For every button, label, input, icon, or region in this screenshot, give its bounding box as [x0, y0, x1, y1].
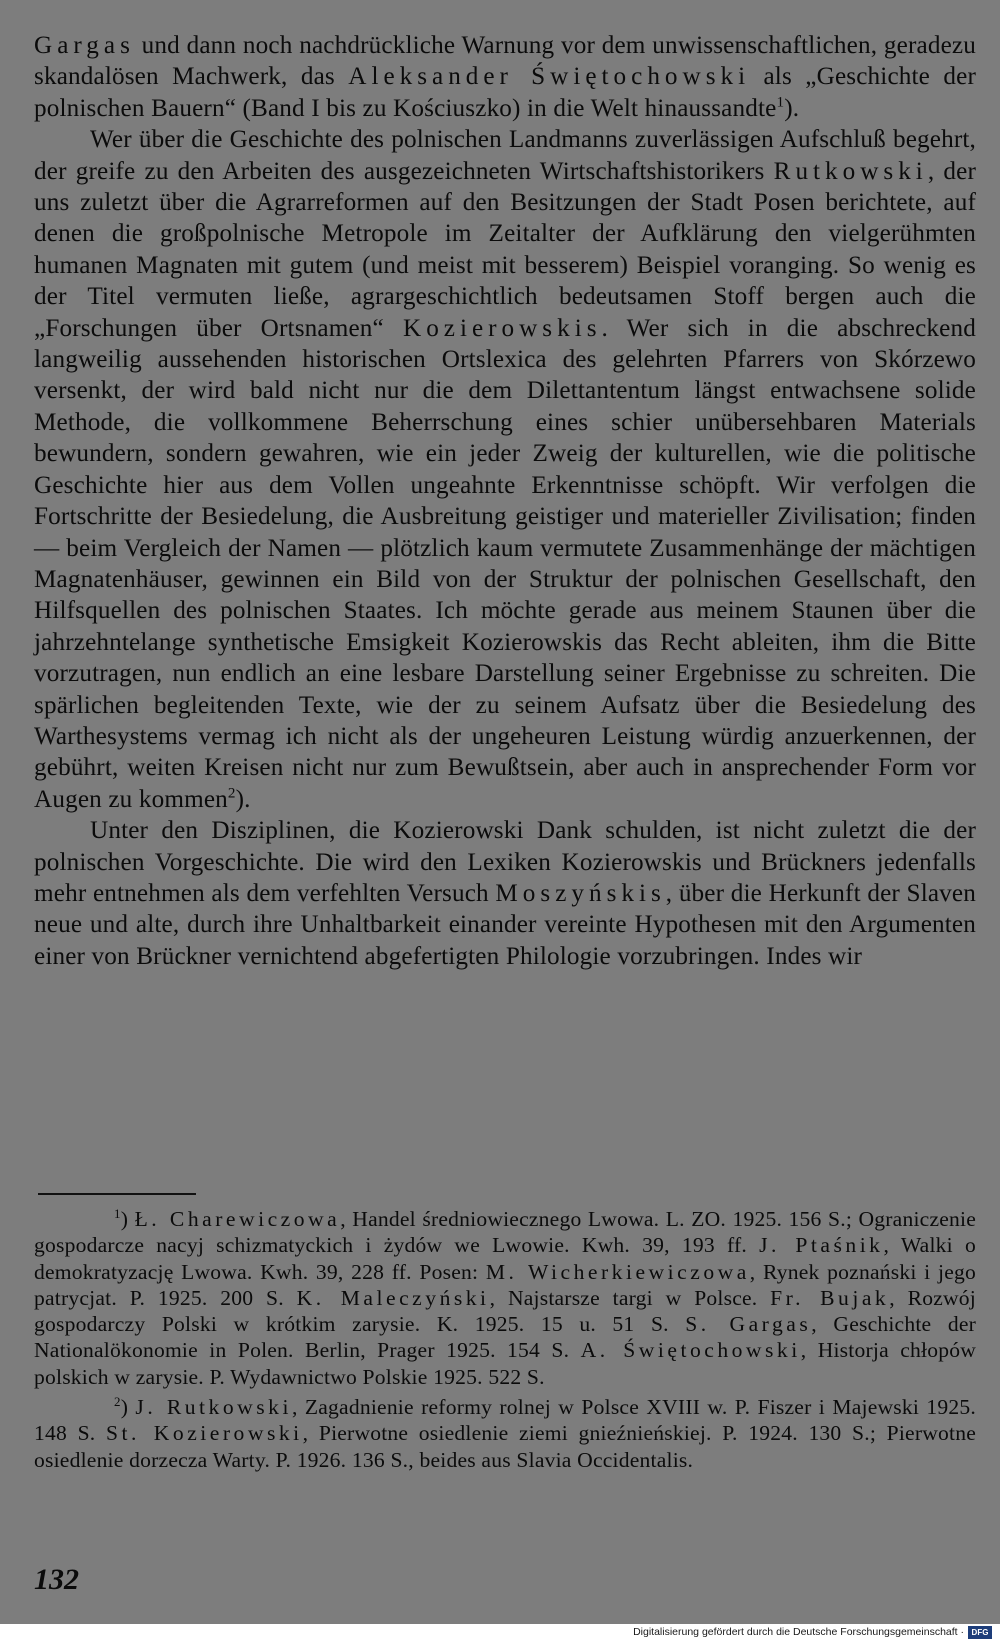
text-run: Wer über die Geschichte des polnischen Landmanns zuverlässigen Aufschluß begehrt, der greife zu den Arbeiten des ausgezeichneten Wirtschaftshistorikers — [34, 126, 976, 185]
body-text — [34, 30, 976, 972]
footnote-2 — [34, 1394, 976, 1473]
text-run: Unter den Disziplinen, die Kozierowski Dank schulden, ist nicht zuletzt die der polnischen Vorgeschichte. Die wird den Lexiken Kozierowskis und Brückners jedenfalls mehr entnehmen als dem verfehlten Versuch — [34, 817, 976, 907]
footnote-separator — [38, 1193, 196, 1195]
text-run: ). — [235, 785, 251, 813]
author-name: J. Ptaśnik — [759, 1233, 884, 1258]
text-run: und dann noch nachdrückliche Warnung vor dem unwissenschaftlichen, geradezu skandalösen Machwerk, das — [34, 32, 976, 91]
text-run: , Pierwotne osiedlenie ziemi gnieźnieńskiej. P. 1924. 130 S.; Pierwotne osiedlenie dorzecza Warty. P. 1926. 136 S., beides aus Slavia Occidentalis. — [34, 1421, 976, 1472]
digitization-credit: Digitalisierung gefördert durch die Deutsche Forschungsgemeinschaft · — [633, 1626, 964, 1638]
author-name: Gargas — [34, 32, 135, 59]
dfg-logo-icon: DFG — [968, 1626, 992, 1639]
text-run: ) — [120, 1395, 136, 1420]
author-name: St. Kozierowski — [106, 1421, 303, 1446]
paragraph-2 — [34, 124, 976, 815]
author-name: A. Świętochowski — [580, 1338, 801, 1363]
text-run: , Najstarsze targi w Polsce. — [489, 1285, 771, 1310]
footnote-mark: 1 — [114, 1205, 121, 1221]
footnote-mark: 2 — [114, 1393, 121, 1409]
text-run: , Rozwój gospodarczy Polski w krótkim zarysie. K. 1925. 15 u. 51 S. — [34, 1285, 976, 1337]
footnote-reference[interactable]: 1 — [776, 94, 785, 111]
footnote-reference[interactable]: 2 — [227, 785, 236, 802]
author-name: Fr. Bujak — [770, 1285, 890, 1310]
text-run: , Zagadnienie reformy rolnej w Polsce XVIII w. P. Fiszer i Majewski 1925. 148 S. — [34, 1395, 977, 1446]
footnotes — [34, 1206, 976, 1473]
text-run: ). — [784, 94, 800, 122]
text-run: , über die Herkunft der Slaven neue und alte, durch ihre Unhaltbarkeit einander vereinte Hypothesen mit den Argumenten einer von Brückner vernichtend abgefertigten Philologie vorzubringen. Indes wir — [34, 879, 976, 970]
author-name: M. Wicherkiewiczowa — [485, 1259, 750, 1284]
text-run: ) — [120, 1207, 135, 1231]
author-name: Moszyńskis — [495, 879, 666, 907]
text-run: , Geschichte der Nationalökonomie in Polen. Berlin, Prager 1925. 154 S. — [34, 1312, 977, 1363]
author-name: Rutkowski — [773, 157, 928, 185]
text-run: als „Geschichte der polnischen Bauern“ (Band I bis zu Kościuszko) in die Welt hinaussandte — [34, 63, 976, 122]
author-name: Kozierowskis — [403, 314, 602, 342]
author-name: K. Maleczyński — [296, 1285, 490, 1310]
text-run: , Historja chłopów polskich w zarysie. P. Wydawnictwo Polskie 1925. 522 S. — [34, 1338, 976, 1389]
text-run: , der uns zuletzt über die Agrarreformen auf den Besitzungen der Stadt Posen berichtete, auf denen die großpolnische Metropole im Zeitalter der Aufklärung den vielgerühmten humanen Magnaten mit gutem (und meist mit besserem) Beispiel voranging. So wenig es der Titel vermuten ließe, agrargeschichtlich bedeutsamen Stoff bergen auch die „Forschungen über Ortsnamen“ — [34, 157, 976, 342]
paragraph-1 — [34, 30, 976, 124]
text-run: , Rynek poznański i jego patrycjat. P. 1925. 200 S. — [34, 1259, 976, 1310]
footnote-1 — [34, 1206, 976, 1390]
text-run: , Walki o demokratyzację Lwowa. Kwh. 39, 228 ff. Posen: — [34, 1233, 976, 1284]
author-name: Ł. Charewiczowa — [134, 1207, 341, 1231]
author-name: Aleksander Świętochowski — [348, 63, 751, 91]
paragraph-3 — [34, 815, 976, 972]
text-run: . Wer sich in die abschreckend langweilig aussehenden historischen Ortslexica des gelehrten Pfarrers von Skórzewo versenkt, der wird bald nicht nur die dem Dilettantentum längst entwachsene solide Methode, die vollkommene Beherrschung eines schier unübersehbaren Materials bewundern, sondern gewahren, wie ein jeder Zweig der kulturellen, wie die politische Geschichte hier aus dem Vollen ungeahnte Erkenntnisse schöpft. Wir verfolgen die Fortschritte der Besiedelung, die Ausbreitung geistiger und materieller Zivilisation; finden — beim Vergleich der Namen — plötzlich kaum vermutete Zusammenhänge der mächtigen Magnatenhäuser, gewinnen ein Bild von der Struktur der polnischen Gesellschaft, den Hilfsquellen des polnischen Staates. Ich möchte gerade aus meinem Staunen über die jahrzehntelange synthetische Emsigkeit Kozierowskis das Recht ableiten, ihm die Bitte vorzutragen, nun endlich an eine lesbare Darstellung seiner Ergebnisse zu schreiten. Die spärlichen begleitenden Texte, wie der zu seinem Aufsatz über die Besiedelung des Warthesystems vermag ich nicht als der ungeheuren Leistung würdig anzuerkennen, der gebührt, weiten Kreisen nicht nur zum Bewußtsein, aber auch in ansprechender Form vor Augen zu kommen — [34, 314, 976, 813]
author-name: S. Gargas — [685, 1312, 812, 1337]
text-run: , Handel średniowiecznego Lwowa. L. ZO. 1925. 156 S.; Ograniczenie gospodarcze nacyj schizmatyckich i żydów we Lwowie. Kwh. 39, 193 ff. — [34, 1207, 976, 1258]
author-name: J. Rutkowski — [135, 1395, 292, 1420]
page-number: 132 — [34, 1563, 79, 1596]
